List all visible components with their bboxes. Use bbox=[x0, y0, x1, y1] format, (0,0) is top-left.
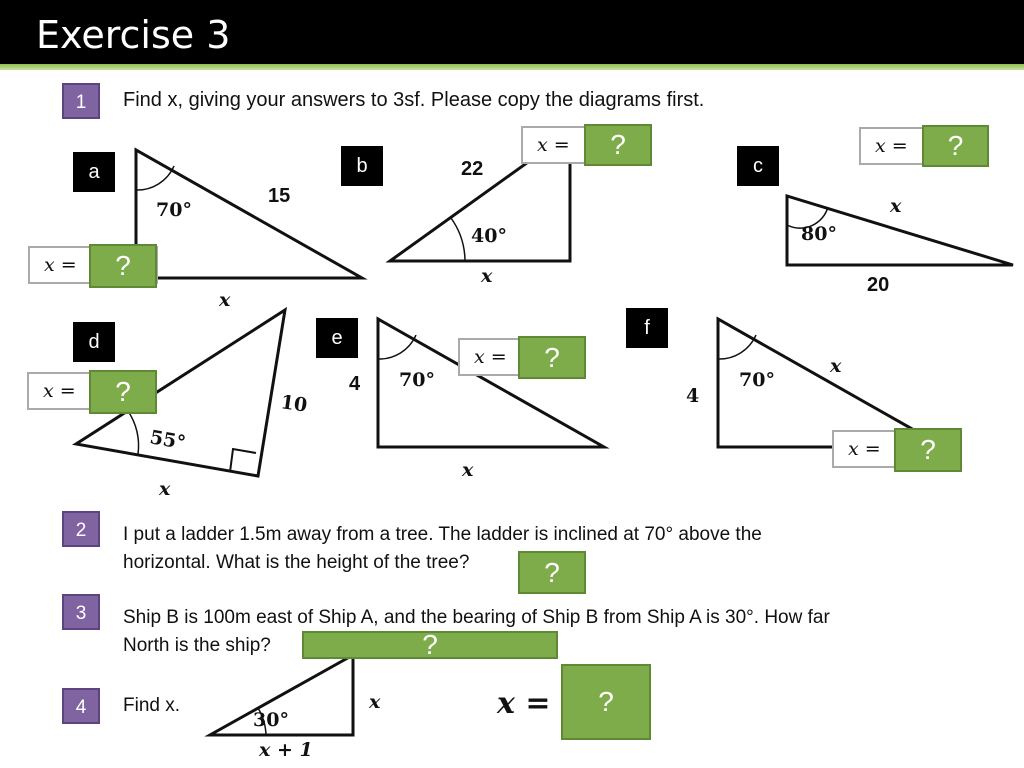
side-label-f: 4 bbox=[686, 385, 700, 407]
q3-text-line2: North is the ship? bbox=[123, 635, 271, 656]
right-angle-d bbox=[230, 449, 256, 472]
answer-box-f[interactable]: ? bbox=[894, 428, 962, 472]
q2-text-line1: I put a ladder 1.5m away from a tree. The ladder is inclined at 70° above the bbox=[123, 524, 762, 545]
unknown-label-d: x bbox=[159, 478, 171, 500]
answer-prefix-b: x = bbox=[521, 126, 651, 164]
side-label-c: 20 bbox=[867, 274, 890, 296]
base-label-q4: x + 1 bbox=[259, 739, 313, 761]
answer-prefix-e: x = bbox=[458, 338, 586, 376]
angle-arc-d bbox=[128, 411, 139, 454]
angle-label-d: 55° bbox=[148, 426, 188, 455]
q2-text-line2: horizontal. What is the height of the tree? bbox=[123, 552, 470, 573]
angle-label-a: 70° bbox=[156, 199, 192, 221]
diagram-letter-b: b bbox=[341, 146, 383, 186]
side-label-a: 15 bbox=[268, 185, 291, 207]
answer-prefix-a: x = bbox=[28, 246, 158, 284]
unknown-label-c: x bbox=[890, 195, 902, 217]
question-number-3: 3 bbox=[62, 594, 100, 630]
answer-prefix-d: x = bbox=[27, 372, 157, 410]
diagram-letter-d: d bbox=[73, 322, 115, 362]
angle-label-b: 40° bbox=[471, 225, 507, 247]
angle-label-e: 70° bbox=[399, 369, 435, 391]
side-label-q4: x bbox=[369, 691, 381, 713]
angle-arc-b bbox=[451, 218, 465, 261]
diagram-letter-e: e bbox=[316, 318, 358, 358]
page-title: Exercise 3 bbox=[36, 13, 231, 57]
angle-label-c: 80° bbox=[801, 223, 837, 245]
diagram-letter-c: c bbox=[737, 146, 779, 186]
unknown-label-b: x bbox=[481, 265, 493, 287]
q4-text: Find x. bbox=[123, 695, 181, 716]
question-number-4: 4 bbox=[62, 688, 100, 724]
answer-prefix-c: x = bbox=[859, 127, 989, 165]
question-number-1: 1 bbox=[62, 83, 100, 119]
diagram-letter-a: a bbox=[73, 152, 115, 192]
side-label-d: 10 bbox=[279, 391, 309, 417]
unknown-label-a: x bbox=[219, 289, 231, 311]
answer-box-q3[interactable]: ? bbox=[302, 631, 558, 659]
unknown-label-f: x bbox=[830, 355, 842, 377]
answer-box-e[interactable]: ? bbox=[518, 336, 586, 379]
q3-text-line1: Ship B is 100m east of Ship A, and the bearing of Ship B from Ship A is 30°. How far bbox=[123, 607, 830, 628]
angle-label-q4: 30° bbox=[253, 709, 289, 731]
side-label-b: 22 bbox=[461, 158, 484, 180]
diagram-letter-f: f bbox=[626, 308, 668, 348]
angle-label-f: 70° bbox=[739, 369, 775, 391]
question-number-2: 2 bbox=[62, 511, 100, 547]
answer-box-q4[interactable]: ? bbox=[561, 664, 651, 740]
answer-box-q2[interactable]: ? bbox=[518, 551, 586, 594]
q4-answer-prefix: x = bbox=[497, 686, 551, 721]
answer-box-c[interactable]: ? bbox=[922, 125, 989, 167]
answer-box-d[interactable]: ? bbox=[89, 370, 157, 414]
answer-prefix-f: x = bbox=[832, 430, 961, 468]
answer-box-b[interactable]: ? bbox=[584, 124, 652, 166]
q1-instruction: Find x, giving your answers to 3sf. Please copy the diagrams first. bbox=[123, 89, 705, 111]
unknown-label-e: x bbox=[462, 459, 474, 481]
side-label-e: 4 bbox=[349, 373, 361, 395]
answer-box-a[interactable]: ? bbox=[89, 244, 157, 288]
